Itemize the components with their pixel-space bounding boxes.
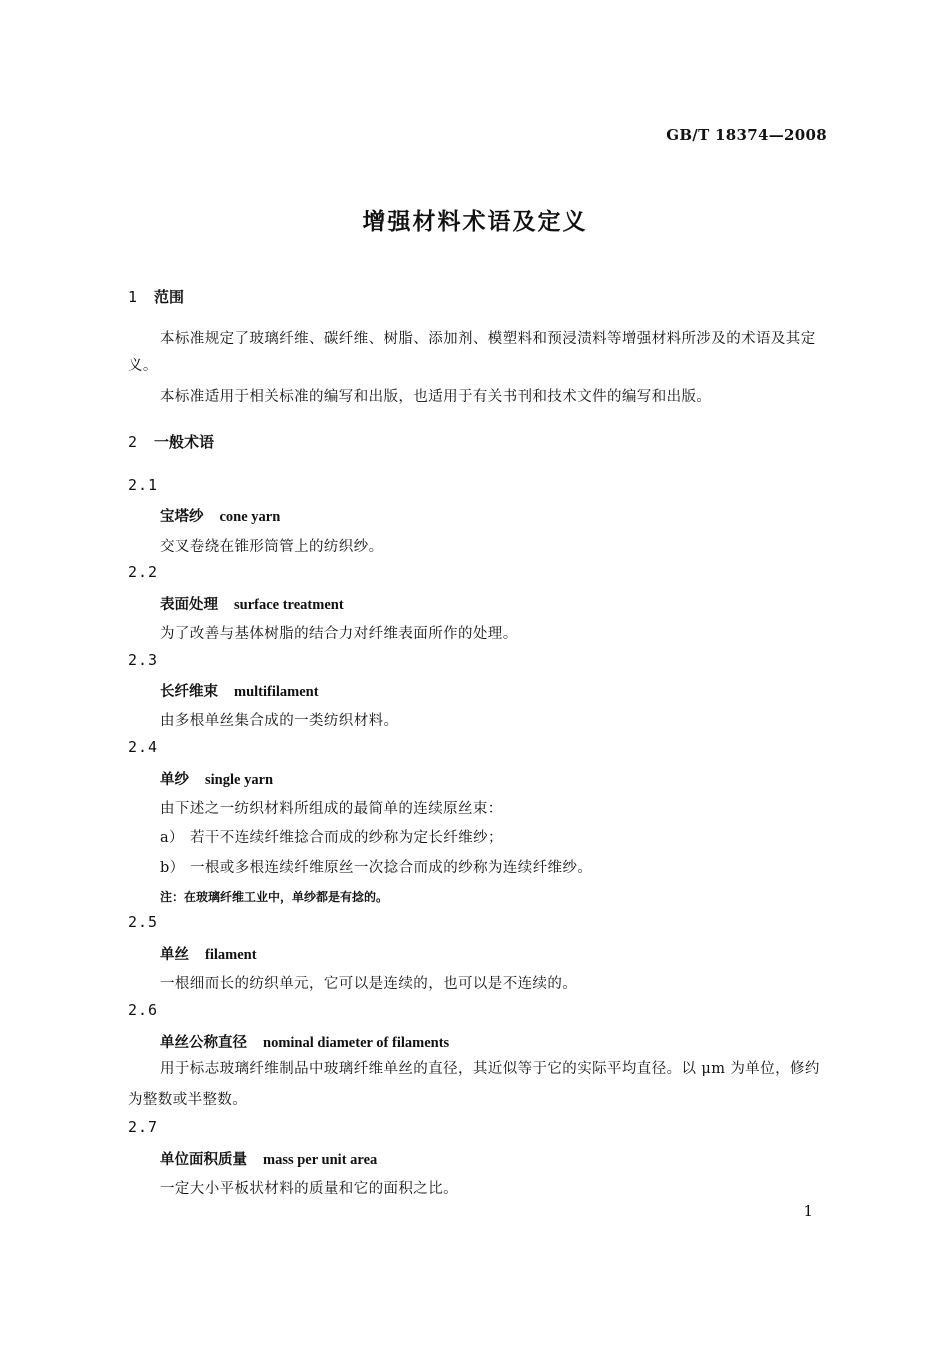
term-number: 2.3 [128,651,159,669]
page-number: 1 [803,1202,813,1220]
term-heading [160,1031,449,1052]
term-zh: 单纱 [160,772,189,788]
section-title: 一般术语 [154,433,215,451]
term-zh: 单位面积质量 [160,1152,247,1168]
term-definition: 由下述之一纺织材料所组成的最简单的连续原丝束： [160,801,503,817]
term-en: filament [205,947,257,963]
page-title: 增强材料术语及定义 [362,209,588,235]
term-definition: 一根细而长的纺织单元，它可以是连续的，也可以是不连续的。 [160,976,578,992]
term-number: 2.5 [128,913,159,931]
term-zh: 单丝公称直径 [160,1035,247,1051]
term-heading [160,593,344,614]
term-definition: 用于标志玻璃纤维制品中玻璃纤维单丝的直径，其近似等于它的实际平均直径。以 μm 为单位，修约为整数或半整数。 [128,1061,820,1108]
term-en: nominal diameter of filaments [263,1035,450,1051]
term-en: single yarn [205,772,274,788]
term-definition: 交叉卷绕在锥形筒管上的纺织纱。 [160,539,384,555]
term-note: 注：在玻璃纤维工业中，单纱都是有捻的。 [160,890,389,904]
list-marker: b） [160,860,185,876]
section-1-heading [128,286,184,307]
term-heading [160,505,280,526]
term-number: 2.1 [128,476,159,494]
standard-number: GB/T 18374—2008 [666,126,827,144]
scope-paragraph-2: 本标准适用于相关标准的编写和出版，也适用于有关书刊和技术文件的编写和出版。 [160,389,712,405]
term-number: 2.4 [128,738,159,756]
term-definition: 为了改善与基体树脂的结合力对纤维表面所作的处理。 [160,626,518,642]
term-number: 2.6 [128,1001,159,1019]
term-zh: 表面处理 [160,597,218,613]
term-heading [160,680,319,701]
list-marker: a） [160,830,184,846]
term-en: mass per unit area [263,1152,378,1168]
list-text: 一根或多根连续纤维原丝一次捻合而成的纱称为连续纤维纱。 [190,860,593,876]
term-definition: 一定大小平板状材料的质量和它的面积之比。 [160,1181,458,1197]
section-number: 1 [128,288,138,306]
term-heading [160,768,273,789]
term-number: 2.7 [128,1118,159,1136]
section-number: 2 [128,433,138,451]
term-definition: 由多根单丝集合成的一类纺织材料。 [160,713,399,729]
term-en: multifilament [234,684,319,700]
term-heading [160,943,257,964]
list-text: 若干不连续纤维捻合而成的纱称为定长纤维纱； [190,830,503,846]
section-title: 范围 [154,288,185,306]
scope-paragraph-1: 本标准规定了玻璃纤维、碳纤维、树脂、添加剂、模塑料和预浸渍料等增强材料所涉及的术语及其定义。 [128,331,816,374]
term-number: 2.2 [128,563,159,581]
term-zh: 长纤维束 [160,684,218,700]
term-zh: 单丝 [160,947,189,963]
list-item [160,826,503,847]
term-en: cone yarn [219,509,281,525]
section-2-heading [128,431,214,452]
list-item [160,856,592,877]
term-heading [160,1148,377,1169]
term-zh: 宝塔纱 [160,509,204,525]
term-en: surface treatment [234,597,344,613]
